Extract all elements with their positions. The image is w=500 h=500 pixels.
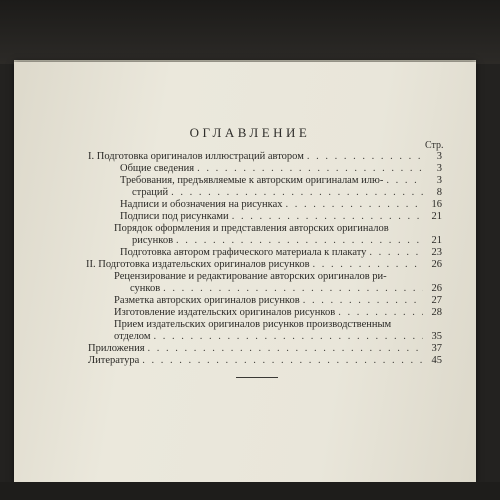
toc-entry-continuation (132, 235, 442, 247)
toc-entry-page: 28 (431, 307, 442, 318)
toc-entry-page: 45 (431, 355, 442, 366)
toc-entry-continuation (130, 283, 442, 295)
toc-entry-continuation (132, 187, 442, 199)
toc-entry-text: Изготовление издательских оригиналов рисунков (114, 307, 336, 318)
toc-entry-text: Подписи под рисунками (120, 211, 229, 222)
toc-entry-text: Порядок оформления и представления авторских оригиналов (114, 223, 389, 234)
photo-background-bottom (0, 482, 500, 500)
toc-entry (114, 319, 442, 331)
dot-leader (338, 307, 423, 319)
dot-leader (154, 331, 424, 343)
toc-entry-text: Приложения (88, 343, 145, 354)
toc-entry-text: Рецензирование и редактирование авторских оригиналов ри- (114, 271, 387, 282)
toc-entry-literature (88, 355, 442, 367)
toc-entry-text: II. Подготовка издательских оригиналов рисунков (86, 259, 310, 270)
toc-entry-page: 23 (431, 247, 442, 258)
toc-entry-text: Надписи и обозначения на рисунках (120, 199, 283, 210)
photo-background-top (0, 0, 500, 64)
toc-entry-page: 21 (431, 235, 442, 246)
toc-entry-text: Подготовка автором графического материала к плакату (120, 247, 367, 258)
toc-entry-text: страций (132, 187, 169, 198)
toc-entry-page: 26 (431, 283, 442, 294)
toc-entry-page: 27 (431, 295, 442, 306)
toc-entry-page: 3 (436, 151, 442, 162)
toc-entry (120, 163, 442, 175)
toc-entry (114, 295, 442, 307)
dot-leader (303, 295, 423, 307)
toc-entry-page: 16 (431, 199, 442, 210)
toc-entry-appendices (88, 343, 442, 355)
dot-leader (232, 211, 423, 223)
dot-leader (313, 259, 423, 271)
toc-entry-page: 35 (431, 331, 442, 342)
toc-title: ОГЛАВЛЕНИЕ (189, 125, 311, 140)
toc-entry-text: рисунков (132, 235, 174, 246)
dot-leader (197, 163, 423, 175)
toc-entry-text: отделом (114, 331, 151, 342)
toc-entry-text: Разметка авторских оригиналов рисунков (114, 295, 300, 306)
dot-leader (285, 199, 423, 211)
dot-leader (163, 283, 423, 295)
toc-entry-text: Требования, предъявляемые к авторским оригиналам илю- (120, 175, 384, 186)
dot-leader (148, 343, 423, 355)
toc-entry (114, 307, 442, 319)
toc-entry (114, 223, 442, 235)
toc-entry-text: Литература (88, 355, 140, 366)
dot-leader (171, 187, 423, 199)
dot-leader (386, 175, 423, 187)
toc-entry-page: 3 (436, 175, 442, 186)
toc-entry (120, 175, 442, 187)
toc-entry (120, 199, 442, 211)
pages-column-header: Стр. (425, 140, 444, 151)
toc-entry-text: Общие сведения (120, 163, 195, 174)
dot-leader (176, 235, 423, 247)
toc-entry-page: 8 (436, 187, 442, 198)
toc-entry-chapter-1 (88, 151, 442, 163)
dot-leader (369, 247, 423, 259)
toc-entry-page: 37 (431, 343, 442, 354)
toc-entry-page: 3 (436, 163, 442, 174)
toc-entry-continuation (114, 331, 442, 343)
toc-entry (120, 211, 442, 223)
toc-entry-page: 26 (431, 259, 442, 270)
toc-entry-text: сунков (130, 283, 161, 294)
dot-leader (142, 355, 423, 367)
toc-entry-text: Прием издательских оригиналов рисунков производственным (114, 319, 392, 330)
toc-entry (120, 247, 442, 259)
toc-entry-page: 21 (431, 211, 442, 222)
toc-entry-chapter-2 (86, 259, 442, 271)
toc-entry (114, 271, 442, 283)
closing-rule (236, 377, 278, 378)
toc-entry-text: I. Подготовка оригиналов иллюстраций автором (88, 151, 304, 162)
dot-leader (307, 151, 423, 163)
